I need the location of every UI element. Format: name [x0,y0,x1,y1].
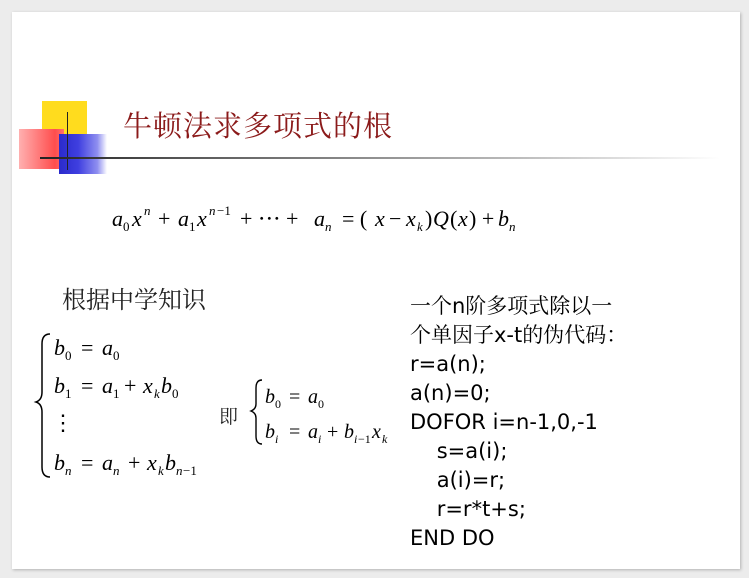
code-line: a(i)=r; [410,468,506,492]
code-line: 个单因子x-t的伪代码： [410,323,628,347]
svg-text:+ ⋅⋅⋅ +: + ⋅⋅⋅ + [240,206,299,231]
svg-text:0: 0 [65,348,72,363]
code-line: END DO [410,526,495,550]
svg-text:x: x [372,421,381,443]
svg-text:Q: Q [433,206,449,231]
pseudocode-block [410,292,627,553]
left-system [36,334,197,478]
svg-text:b: b [344,421,354,443]
svg-text:+: + [124,373,137,398]
svg-text:b: b [498,206,509,231]
svg-text:b: b [54,335,65,360]
code-line: s=a(i); [410,439,508,463]
svg-text:a: a [308,386,318,408]
svg-text:=: = [289,421,301,443]
svg-text:n: n [113,463,120,478]
svg-text:(: ( [450,206,458,231]
svg-text:=: = [81,373,94,398]
svg-text:=: = [81,335,94,360]
svg-text:x: x [197,206,207,231]
svg-text:a: a [308,421,318,443]
svg-text:x: x [458,206,468,231]
svg-text:1: 1 [189,219,196,234]
svg-text:a: a [112,206,123,231]
svg-text:−: − [389,206,402,231]
svg-text:b: b [54,373,65,398]
code-line: a(n)=0; [410,381,491,405]
svg-text:−1: −1 [217,203,231,218]
svg-text:0: 0 [275,397,281,411]
svg-text:1: 1 [113,386,120,401]
svg-text:x: x [406,206,416,231]
svg-text:n: n [209,203,216,218]
svg-text:n: n [144,203,151,218]
svg-text:−1: −1 [183,463,197,478]
svg-text:=: = [81,450,94,475]
svg-text:=: = [289,386,301,408]
svg-text:+: + [327,421,339,443]
svg-text:n: n [176,463,183,478]
code-line: r=r*t+s; [410,497,526,521]
svg-text:b: b [265,386,275,408]
code-line: DOFOR i=n-1,0,-1 [410,410,598,434]
code-line: r=a(n); [410,352,486,376]
svg-text:a: a [102,373,113,398]
svg-text:0: 0 [123,219,130,234]
svg-text:0: 0 [318,397,324,411]
svg-text:i: i [318,432,322,446]
svg-text:0: 0 [172,386,179,401]
slide [12,12,740,569]
svg-text:b: b [161,373,172,398]
svg-text:1: 1 [65,386,72,401]
section-heading: 根据中学知识 [62,286,206,314]
svg-text:k: k [417,219,423,234]
svg-text:n: n [509,219,516,234]
svg-text:n: n [65,463,72,478]
svg-text:+: + [128,450,141,475]
svg-text:x: x [132,206,142,231]
svg-text:) +: ) + [469,206,495,231]
svg-text:): ) [425,206,433,231]
svg-text:+: + [158,206,171,231]
svg-text:⋮: ⋮ [52,410,74,435]
svg-text:b: b [165,450,176,475]
svg-text:n: n [325,219,332,234]
svg-text:= (: = ( [342,206,368,231]
slide-title: 牛顿法求多项式的根 [123,109,394,143]
svg-text:k: k [154,386,160,401]
ji-label: 即 [219,406,239,428]
svg-text:b: b [265,421,275,443]
svg-text:b: b [54,450,65,475]
svg-text:x: x [147,450,157,475]
svg-text:i: i [275,432,279,446]
svg-text:i: i [354,432,358,446]
svg-text:x: x [375,206,385,231]
code-line: 一个n阶多项式除以一 [410,294,613,318]
svg-text:a: a [102,450,113,475]
svg-text:−1: −1 [358,432,371,446]
main-equation [112,203,516,234]
recurrence-system [251,380,388,446]
svg-text:k: k [382,432,388,446]
svg-text:a: a [178,206,189,231]
svg-text:0: 0 [113,348,120,363]
svg-text:k: k [158,463,164,478]
svg-text:a: a [102,335,113,360]
svg-text:a: a [314,206,325,231]
svg-text:x: x [143,373,153,398]
